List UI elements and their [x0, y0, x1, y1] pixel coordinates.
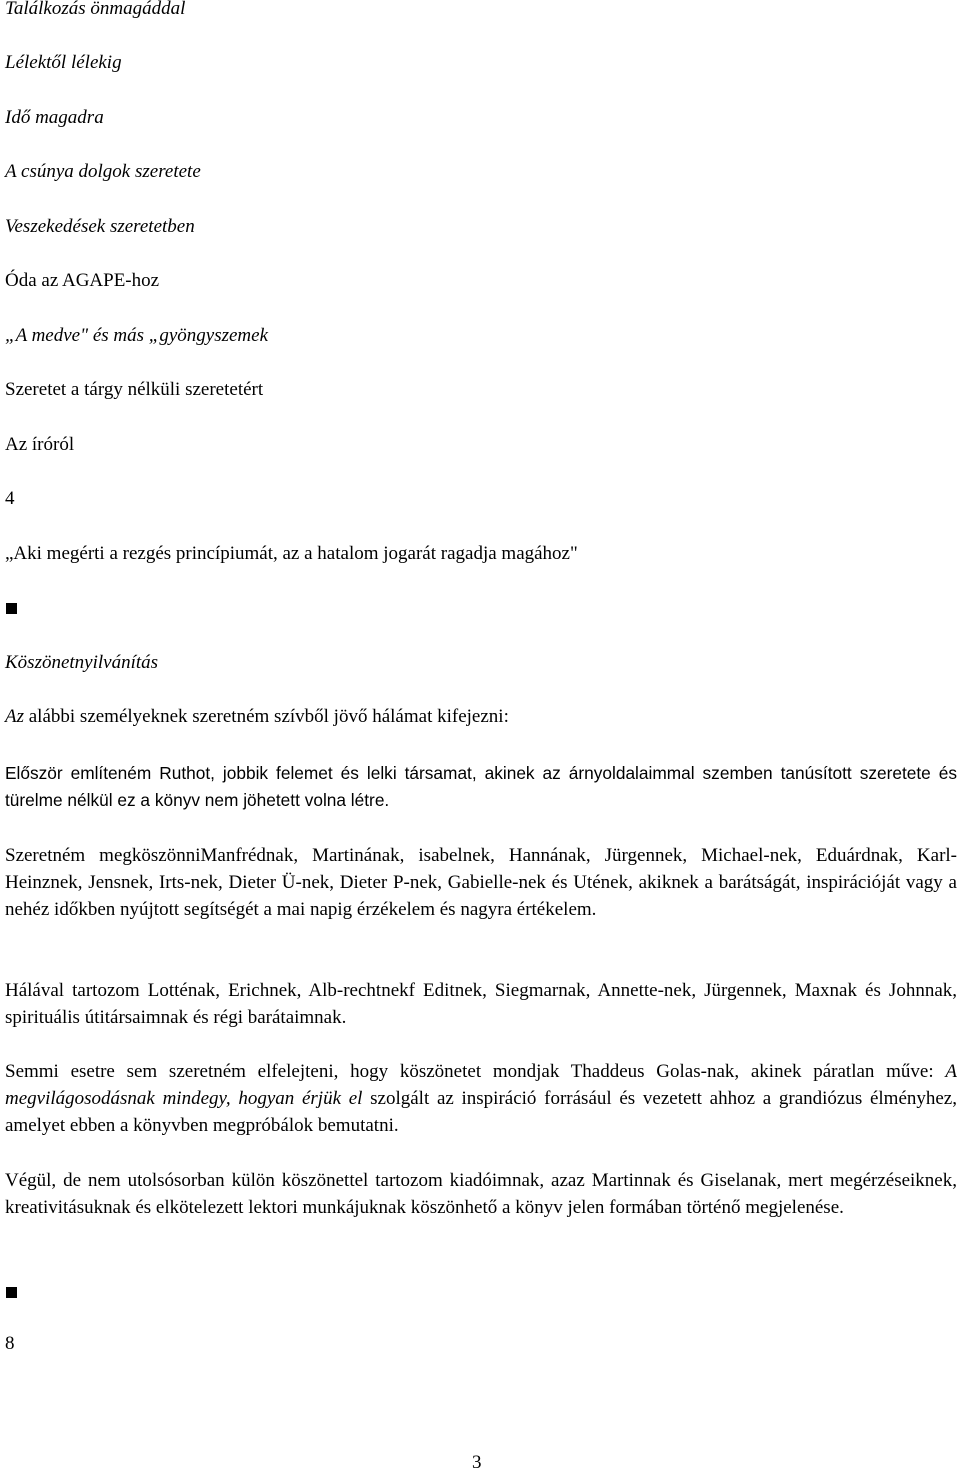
toc-item-5: Veszekedések szeretetben — [5, 216, 195, 237]
intro-rest: alábbi személyeknek szeretném szívből jövő hálámat kifejezni: — [24, 706, 509, 727]
page-number: 3 — [472, 1452, 482, 1473]
bullet-marker-2 — [6, 1287, 17, 1298]
page-marker-8: 8 — [5, 1333, 15, 1354]
acknowledgement-paragraph-4 — [5, 1058, 957, 1139]
toc-item-7: „A medve" és más „gyöngyszemek — [5, 325, 269, 346]
bullet-marker — [6, 603, 17, 614]
epigraph-quote: „Aki megérti a rezgés princípiumát, az a hatalom jogarát ragadja magához" — [5, 543, 578, 564]
book-title: A megvilágosodásnak mindegy, hogyan érjük el — [5, 1061, 957, 1109]
acknowledgement-paragraph-2: Szeretném megköszönniManfrédnak, Martinának, isabelnek, Hannának, Jürgennek, Michael-nek, Eduárdnak, Karl-Heinznek, Jensnek, Irts-nek, Dieter Ü-nek, Dieter P-nek, Gabielle-nek és Utének, akiknek a barátságát, inspirációját vagy a nehéz időkben nyújtott segítségét a mai napig érzékelem és nagyra értékelem. — [5, 845, 957, 920]
acknowledgements-heading: Köszönetnyilvánítás — [5, 652, 159, 673]
intro-emphasis: Az — [5, 706, 24, 727]
acknowledgement-paragraph-5: Végül, de nem utolsósorban külön köszönettel tartozom kiadóimnak, azaz Martinnak és Giselanak, mert megérzéseiknek, kreativitásuknak és elkötelezett lektori munkájuknak köszönhető a könyv jelen formában történő megjelenése. — [5, 1170, 957, 1218]
acknowledgement-paragraph-1: Először említeném Ruthot, jobbik felemet és lelki társamat, akinek az árnyoldalaimmal szemben tanúsított szeretete és türelme nélkül ez a könyv nem jöhetett volna létre. — [5, 763, 957, 810]
page-marker-4: 4 — [5, 488, 15, 509]
acknowledgements-intro — [5, 706, 509, 728]
acknowledgement-paragraph-3: Hálával tartozom Lotténak, Erichnek, Alb-rechtnekf Editnek, Siegmarnak, Annette-nek, Jürgennek, Maxnak és Johnnak, spirituális útitársaimnak és régi barátaimnak. — [5, 980, 957, 1028]
toc-item-9: Az íróról — [5, 434, 75, 455]
toc-item-2: Lélektől lélekig — [5, 52, 122, 73]
toc-item-1: Találkozás önmagáddal — [5, 0, 186, 19]
toc-item-4: A csúnya dolgok szeretete — [5, 161, 201, 182]
toc-item-8: Szeretet a tárgy nélküli szeretetért — [5, 379, 264, 400]
toc-item-6: Óda az AGAPE-hoz — [5, 270, 160, 291]
p4-text-before: Semmi esetre sem szeretném elfelejteni, hogy köszönetet mondjak Thaddeus Golas-nak, akinek páratlan műve: — [5, 1061, 946, 1082]
toc-item-3: Idő magadra — [5, 107, 104, 128]
p4-text-after: szolgált az inspiráció forrásául és vezetett ahhoz a grandiózus élményhez, amelyet ebben a könyvben megpróbálok bemutatni. — [5, 1088, 957, 1136]
